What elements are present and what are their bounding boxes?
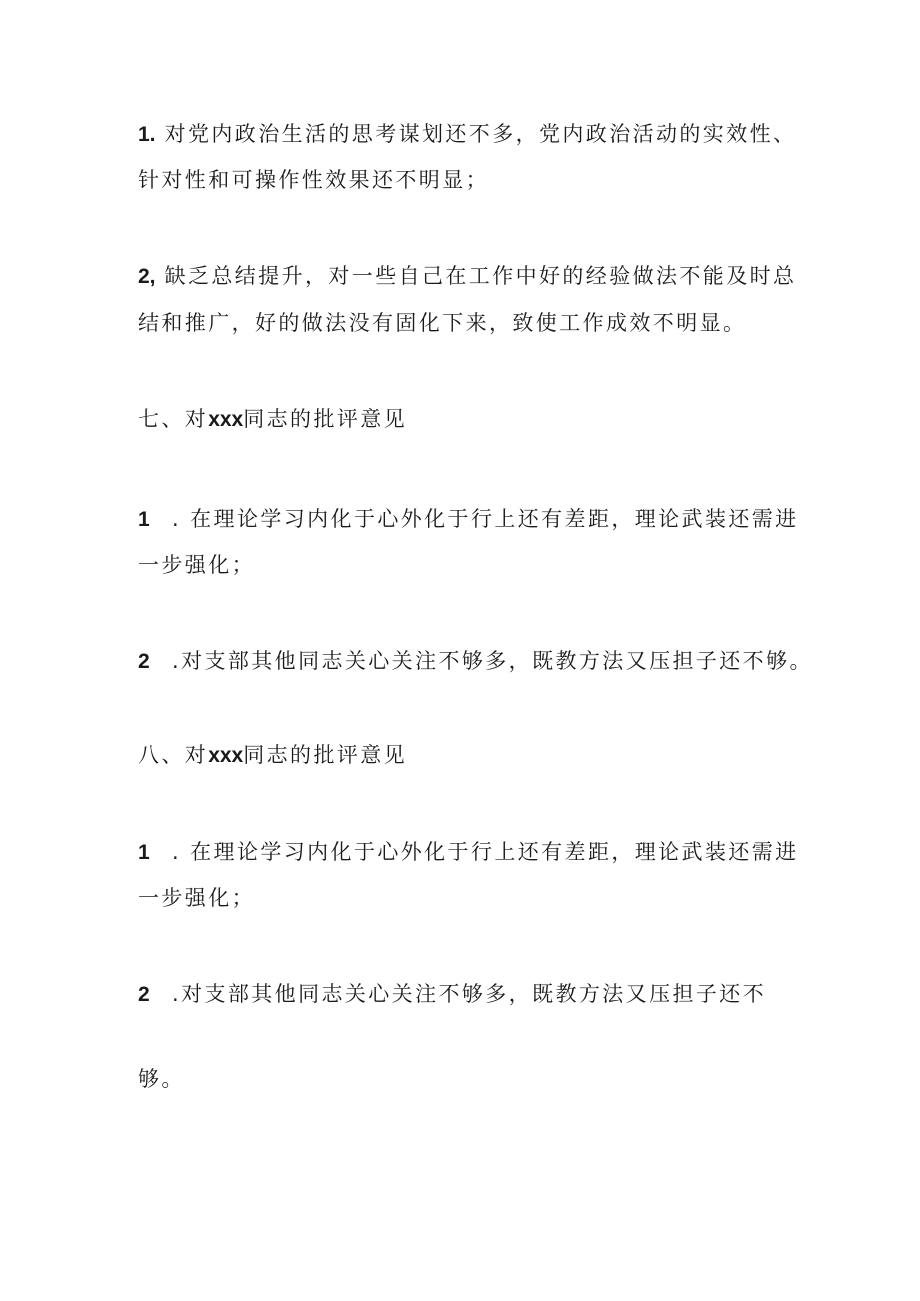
section-8-item-2-line-1 xyxy=(138,980,766,1009)
section-7-item-1-line-1 xyxy=(138,505,799,534)
section-8-item-2-text-1: .对支部其他同志关心关注不够多，既教方法又压担子还不 xyxy=(172,982,767,1006)
section-7-item-2-line-1 xyxy=(138,647,813,676)
section-7-item-2-text-1: .对支部其他同志关心关注不够多，既教方法又压担子还不够。 xyxy=(172,649,813,673)
section-8-item-2-text-2: 够。 xyxy=(138,1067,185,1091)
section-8-item-2-number: 2 xyxy=(138,983,150,1006)
section-7-item-1-text-2: 一步强化； xyxy=(138,553,255,577)
item-2-line-1 xyxy=(138,262,796,291)
section-7-item-1-number: 1 xyxy=(138,508,150,531)
section-7-item-2-number: 2 xyxy=(138,650,150,673)
item-2-line-2 xyxy=(138,309,746,337)
item-1-line-1 xyxy=(138,120,796,149)
item-1-text-1: 对党内政治生活的思考谋划还不多，党内政治活动的实效性、 xyxy=(164,122,797,146)
section-8-heading xyxy=(138,741,407,770)
item-1-text-2: 针对性和可操作性效果还不明显； xyxy=(138,168,489,192)
section-8-item-1-text-2: 一步强化； xyxy=(138,886,255,910)
section-8-suffix: 同志的批评意见 xyxy=(243,743,408,767)
section-7-prefix: 七、对 xyxy=(138,407,209,431)
item-2-number: 2, xyxy=(138,265,156,288)
section-8-item-1-number: 1 xyxy=(138,841,150,864)
section-7-suffix: 同志的批评意见 xyxy=(243,407,408,431)
section-8-item-2-line-2 xyxy=(138,1065,185,1093)
section-7-item-1-line-2 xyxy=(138,551,255,579)
section-8-prefix: 八、对 xyxy=(138,743,209,767)
item-1-number: 1. xyxy=(138,123,156,146)
section-8-item-1-line-2 xyxy=(138,884,255,912)
section-7-name: xxx xyxy=(208,408,244,431)
section-7-heading xyxy=(138,405,407,434)
item-2-text-1: 缺乏总结提升，对一些自己在工作中好的经验做法不能及时总 xyxy=(164,264,797,288)
section-8-item-1-line-1 xyxy=(138,838,799,867)
section-8-item-1-text-1: . 在理论学习内化于心外化于行上还有差距，理论武装还需进 xyxy=(172,840,799,864)
section-7-item-1-text-1: . 在理论学习内化于心外化于行上还有差距，理论武装还需进 xyxy=(172,507,799,531)
item-1-line-2 xyxy=(138,166,489,194)
item-2-text-2: 结和推广，好的做法没有固化下来，致使工作成效不明显。 xyxy=(138,311,747,335)
section-8-name: xxx xyxy=(208,744,244,767)
